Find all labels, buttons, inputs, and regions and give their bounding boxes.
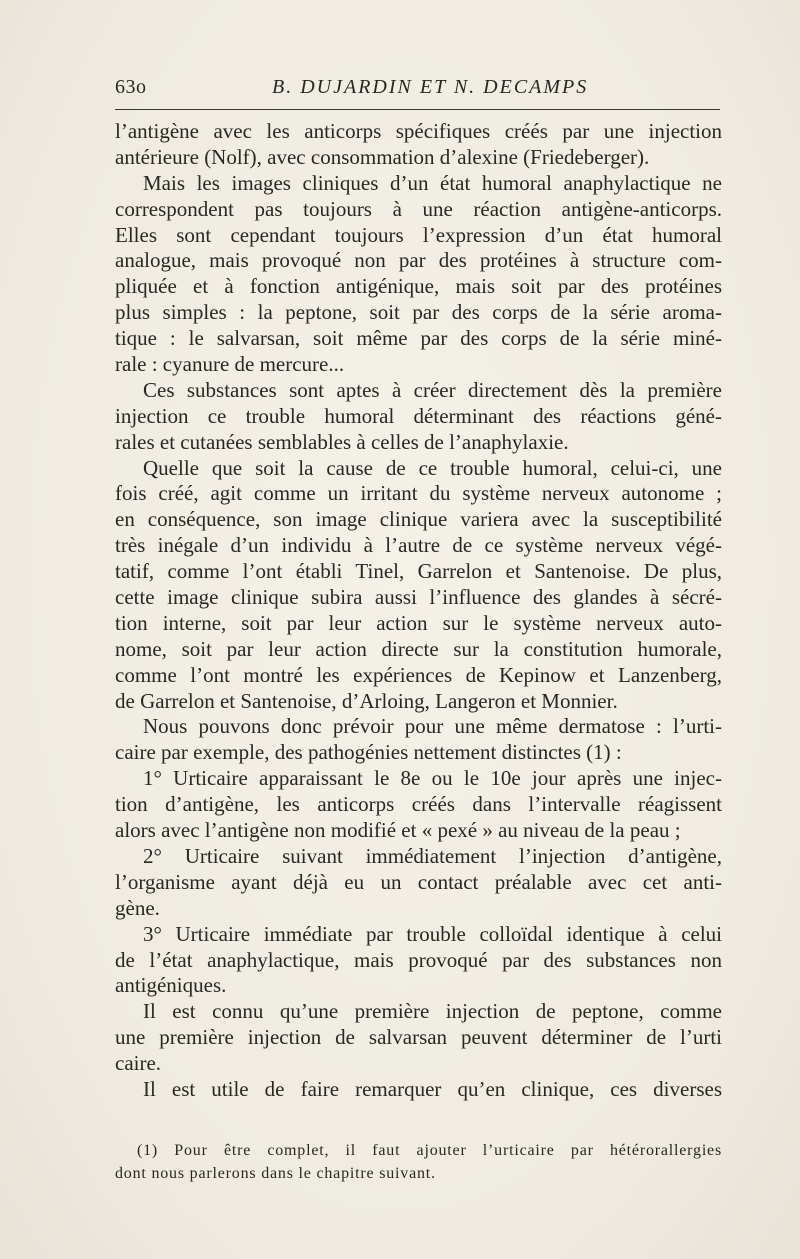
page-header — [115, 76, 720, 104]
text-line: analogue, mais provoqué non par des protéines à structure com- — [115, 248, 722, 273]
text-line: 2° Urticaire suivant immédiatement l’injection d’antigène, — [143, 843, 722, 868]
text-line: Ces substances sont aptes à créer directement dès la première — [143, 377, 722, 402]
text-line: tique : le salvarsan, soit même par des corps de la série miné- — [115, 326, 722, 351]
text-line: antigéniques. — [115, 973, 227, 998]
text-line: comme l’ont montré les expériences de Kepinow et Lanzenberg, — [115, 662, 722, 687]
text-line: de l’état anaphylactique, mais provoqué par des substances non — [115, 947, 722, 972]
text-line: l’antigène avec les anticorps spécifiques créés par une injection — [115, 119, 722, 143]
text-line: tion d’antigène, les anticorps créés dans l’intervalle réagissent — [115, 792, 722, 817]
text-line: alors avec l’antigène non modifié et « pexé » au niveau de la peau ; — [115, 818, 681, 843]
footnote-line: (1) Pour être complet, il faut ajouter l’urticaire par hétérorallergies — [137, 1142, 722, 1159]
text-line: Quelle que soit la cause de ce trouble humoral, celui-ci, une — [143, 455, 722, 480]
text-line: Nous pouvons donc prévoir pour une même dermatose : l’urti- — [143, 714, 722, 739]
running-head: B. DUJARDIN ET N. DECAMPS — [272, 76, 589, 98]
text-line: rales et cutanées semblables à celles de l’anaphylaxie. — [115, 429, 569, 454]
text-line: cette image clinique subira aussi l’influence des glandes à sécré- — [115, 585, 722, 610]
text-line: 1° Urticaire apparaissant le 8e ou le 10e jour après une injec- — [143, 766, 722, 791]
text-line: 3° Urticaire immédiate par trouble colloïdal identique à celui — [143, 921, 722, 946]
text-line: rale : cyanure de mercure... — [115, 352, 345, 377]
text-line: plus simples : la peptone, soit par des corps de la série aroma- — [115, 300, 722, 325]
text-line: gène. — [115, 895, 160, 920]
page-number: 63o — [115, 76, 147, 98]
text-line: tatif, comme l’ont établi Tinel, Garrelon et Santenoise. De plus, — [115, 559, 722, 584]
text-line: en conséquence, son image clinique variera avec la susceptibilité — [115, 507, 722, 532]
text-line: Elles sont cependant toujours l’expression d’un état humoral — [115, 222, 722, 247]
text-line: antérieure (Nolf), avec consommation d’alexine (Friedeberger). — [115, 144, 650, 169]
text-line: Mais les images cliniques d’un état humoral anaphylactique ne — [143, 170, 722, 195]
text-line: tion interne, soit par leur action sur le système nerveux auto- — [115, 610, 722, 635]
text-line: fois créé, agit comme un irritant du système nerveux autonome ; — [115, 481, 722, 506]
footnote-line: dont nous parlerons dans le chapitre suivant. — [115, 1165, 436, 1182]
text-line: une première injection de salvarsan peuvent déterminer de l’urti — [115, 1025, 722, 1050]
text-line: Il est connu qu’une première injection de peptone, comme — [143, 999, 722, 1024]
text-line: de Garrelon et Santenoise, d’Arloing, Langeron et Monnier. — [115, 688, 618, 713]
footnote — [115, 1139, 722, 1185]
header-rule — [115, 109, 720, 110]
text-line: caire par exemple, des pathogénies nettement distinctes (1) : — [115, 740, 622, 765]
text-line: caire. — [115, 1051, 162, 1076]
text-line: correspondent pas toujours à une réaction antigène-anticorps. — [115, 196, 722, 221]
text-line: l’organisme ayant déjà eu un contact préalable avec cet anti- — [115, 869, 722, 894]
text-line: très inégale d’un individu à l’autre de ce système nerveux végé- — [115, 533, 722, 558]
body-text — [115, 119, 722, 1103]
text-line: pliquée et à fonction antigénique, mais soit par des protéines — [115, 274, 722, 299]
text-line: Il est utile de faire remarquer qu’en clinique, ces diverses — [143, 1076, 722, 1101]
text-line: injection ce trouble humoral déterminant des réactions géné- — [115, 403, 722, 428]
text-line: nome, soit par leur action directe sur la constitution humorale, — [115, 636, 722, 661]
